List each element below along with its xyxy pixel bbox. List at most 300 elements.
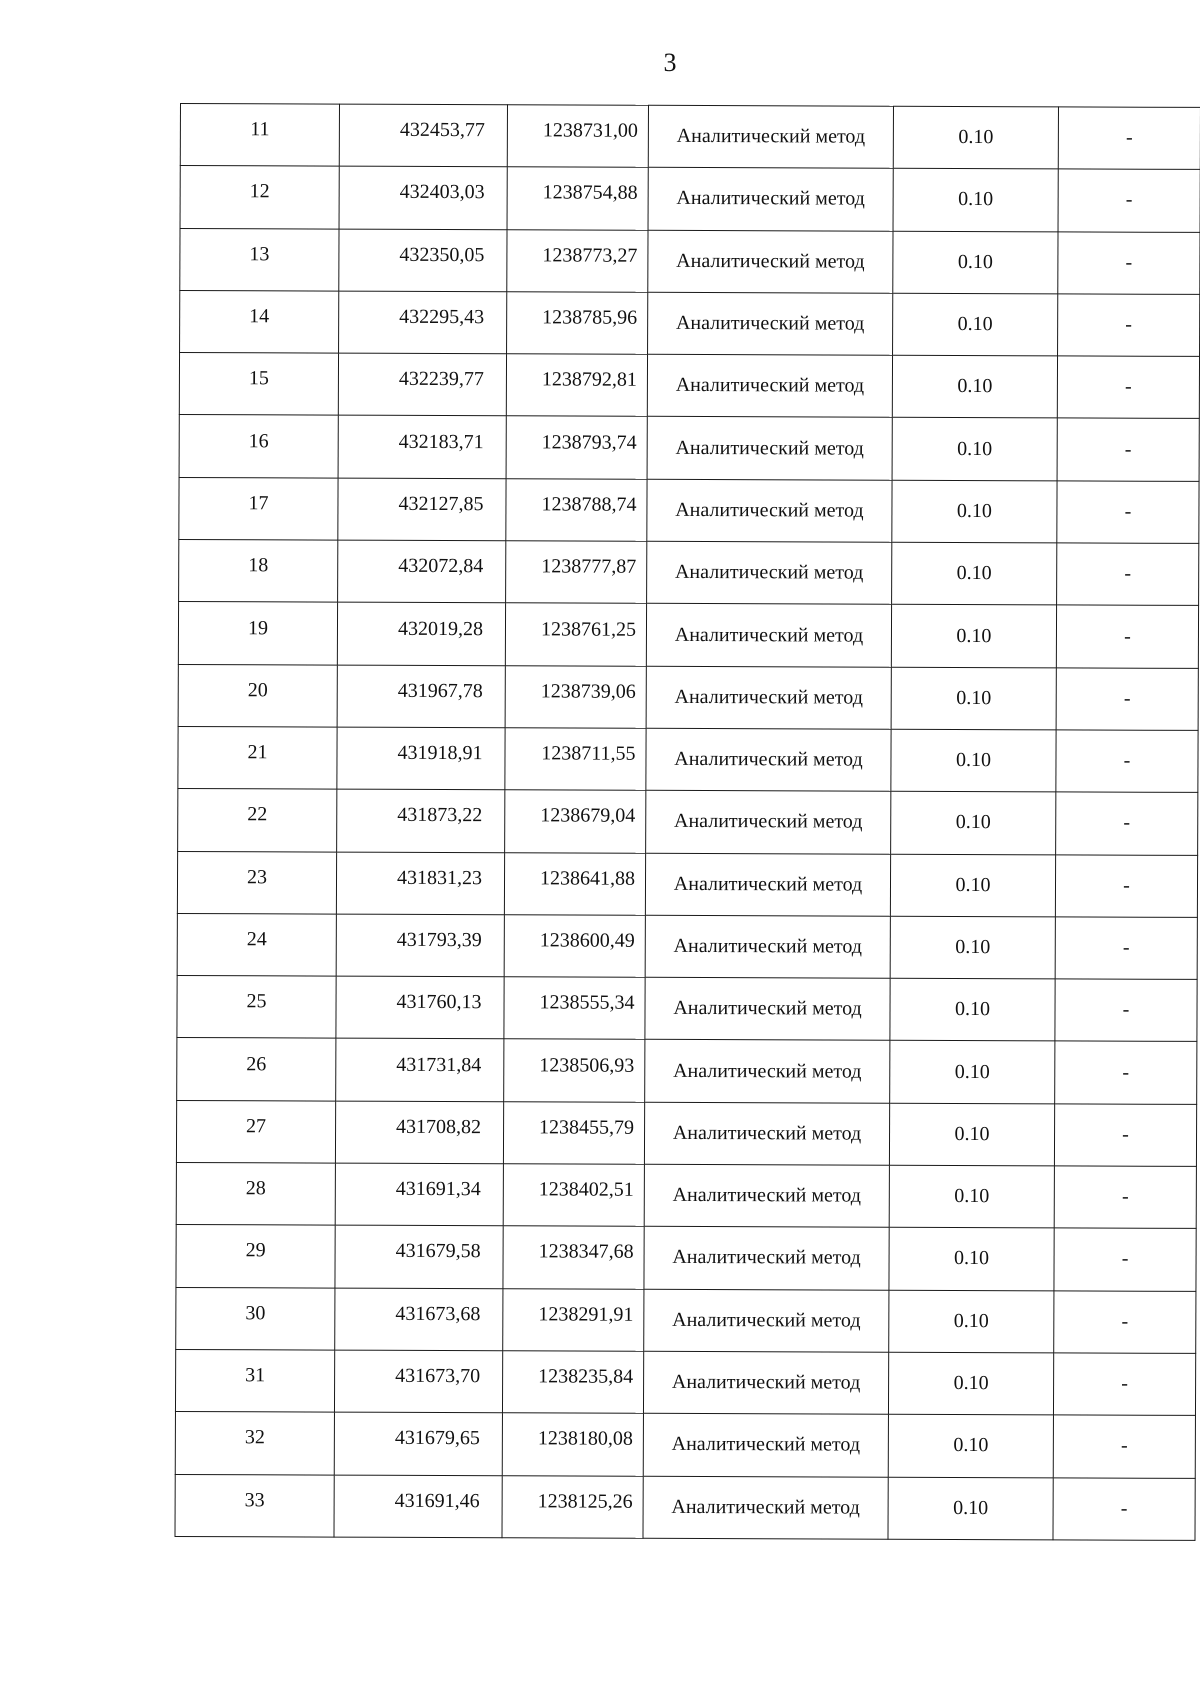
y-coordinate-text: 1238555,34 bbox=[539, 991, 635, 1015]
method-text: Аналитический метод bbox=[673, 1059, 862, 1083]
method-text: Аналитический метод bbox=[672, 1308, 861, 1332]
y-coordinate-cell bbox=[507, 292, 648, 355]
y-coordinate-cell bbox=[505, 603, 646, 666]
x-coordinate-text: 431831,23 bbox=[396, 866, 483, 889]
x-coordinate-text: 432127,85 bbox=[398, 492, 484, 516]
note-cell bbox=[1056, 792, 1198, 855]
method-text: Аналитический метод bbox=[673, 934, 862, 958]
note-cell bbox=[1055, 917, 1197, 980]
note-text: - bbox=[1125, 313, 1133, 336]
note-text: - bbox=[1121, 1372, 1128, 1395]
y-coordinate-text: 1238641,88 bbox=[539, 867, 636, 890]
method-cell bbox=[643, 1351, 888, 1414]
point-number-cell bbox=[175, 1349, 334, 1412]
method-cell bbox=[644, 1102, 889, 1165]
method-cell bbox=[646, 604, 891, 667]
point-number-text: 28 bbox=[245, 1177, 266, 1200]
method-cell bbox=[645, 1040, 890, 1103]
x-coordinate-text: 431691,34 bbox=[395, 1178, 481, 1201]
note-cell bbox=[1056, 605, 1198, 668]
point-number-cell bbox=[179, 353, 338, 416]
point-number-cell bbox=[179, 477, 338, 540]
point-number-cell bbox=[180, 290, 339, 353]
accuracy-cell bbox=[893, 231, 1058, 294]
x-coordinate-cell bbox=[338, 416, 506, 479]
x-coordinate-text: 431679,58 bbox=[395, 1240, 481, 1263]
note-cell bbox=[1057, 481, 1199, 544]
x-coordinate-cell bbox=[337, 602, 505, 665]
point-number-text: 11 bbox=[250, 118, 270, 141]
accuracy-text: 0.10 bbox=[958, 188, 994, 211]
table-row bbox=[179, 353, 1199, 419]
x-coordinate-cell bbox=[338, 353, 506, 416]
point-number-text: 13 bbox=[249, 243, 270, 266]
y-coordinate-text: 1238731,00 bbox=[542, 119, 638, 142]
y-coordinate-text: 1238788,74 bbox=[541, 493, 637, 516]
accuracy-cell bbox=[889, 1103, 1054, 1166]
accuracy-cell bbox=[891, 792, 1056, 855]
x-coordinate-text: 431873,22 bbox=[397, 804, 483, 827]
y-coordinate-cell bbox=[507, 105, 648, 168]
accuracy-text: 0.10 bbox=[953, 1496, 989, 1519]
method-cell bbox=[645, 915, 890, 978]
y-coordinate-text: 1238785,96 bbox=[542, 306, 638, 329]
method-cell bbox=[648, 105, 893, 168]
note-text: - bbox=[1123, 874, 1130, 897]
point-number-cell bbox=[176, 1287, 335, 1350]
x-coordinate-text: 431760,13 bbox=[396, 991, 482, 1014]
y-coordinate-text: 1238792,81 bbox=[541, 368, 637, 392]
note-cell bbox=[1057, 356, 1199, 419]
method-cell bbox=[647, 541, 892, 604]
note-cell bbox=[1056, 668, 1198, 731]
table-row bbox=[177, 913, 1197, 979]
y-coordinate-text: 1238761,25 bbox=[540, 617, 637, 641]
x-coordinate-text: 431918,91 bbox=[397, 741, 483, 765]
x-coordinate-cell bbox=[338, 540, 506, 603]
accuracy-text: 0.10 bbox=[954, 1247, 990, 1270]
y-coordinate-text: 1238402,51 bbox=[538, 1178, 634, 1201]
accuracy-cell bbox=[892, 542, 1057, 605]
method-text: Аналитический метод bbox=[673, 872, 863, 896]
x-coordinate-cell bbox=[337, 665, 505, 728]
point-number-text: 16 bbox=[248, 429, 269, 452]
method-text: Аналитический метод bbox=[672, 1184, 862, 1207]
x-coordinate-text: 431673,68 bbox=[395, 1302, 481, 1325]
method-cell bbox=[645, 977, 890, 1040]
accuracy-cell bbox=[893, 293, 1058, 356]
table-row bbox=[176, 1163, 1196, 1229]
accuracy-cell bbox=[888, 1414, 1053, 1477]
note-text: - bbox=[1123, 687, 1131, 710]
y-coordinate-text: 1238600,49 bbox=[539, 929, 635, 952]
method-cell bbox=[644, 1227, 889, 1290]
method-cell bbox=[646, 666, 891, 729]
accuracy-cell bbox=[890, 854, 1055, 917]
table-row bbox=[176, 1100, 1196, 1166]
method-text: Аналитический метод bbox=[672, 1121, 862, 1145]
method-cell bbox=[645, 853, 890, 916]
point-number-cell bbox=[180, 104, 339, 167]
accuracy-cell bbox=[891, 605, 1056, 668]
y-coordinate-text: 1238506,93 bbox=[539, 1053, 635, 1077]
method-cell bbox=[643, 1414, 888, 1477]
table-row bbox=[179, 415, 1199, 481]
note-text: - bbox=[1124, 625, 1131, 648]
point-number-cell bbox=[178, 602, 337, 665]
x-coordinate-cell bbox=[339, 291, 507, 354]
point-number-text: 27 bbox=[246, 1115, 267, 1138]
point-number-text: 31 bbox=[245, 1364, 266, 1387]
point-number-text: 18 bbox=[248, 554, 269, 577]
accuracy-cell bbox=[889, 1290, 1054, 1353]
y-coordinate-text: 1238773,27 bbox=[542, 244, 638, 267]
point-number-cell bbox=[178, 664, 337, 727]
x-coordinate-text: 432183,71 bbox=[398, 430, 484, 453]
method-text: Аналитический метод bbox=[675, 311, 865, 335]
note-cell bbox=[1054, 1228, 1196, 1291]
table-row bbox=[175, 1349, 1195, 1415]
y-coordinate-cell bbox=[504, 1039, 645, 1102]
method-cell bbox=[646, 791, 891, 854]
y-coordinate-cell bbox=[505, 665, 646, 728]
accuracy-cell bbox=[889, 1165, 1054, 1228]
note-text: - bbox=[1122, 1123, 1129, 1146]
table-row bbox=[176, 1225, 1196, 1291]
y-coordinate-text: 1238679,04 bbox=[540, 804, 636, 828]
y-coordinate-cell bbox=[504, 915, 645, 978]
x-coordinate-cell bbox=[335, 1101, 503, 1164]
note-cell bbox=[1055, 1041, 1197, 1104]
method-text: Аналитический метод bbox=[675, 498, 864, 522]
method-text: Аналитический метод bbox=[676, 125, 866, 148]
x-coordinate-text: 432403,03 bbox=[399, 181, 485, 204]
x-coordinate-cell bbox=[338, 478, 506, 541]
accuracy-cell bbox=[888, 1352, 1053, 1415]
table-row bbox=[178, 664, 1198, 730]
point-number-cell bbox=[178, 726, 337, 789]
point-number-cell bbox=[177, 913, 336, 976]
accuracy-text: 0.10 bbox=[953, 1434, 989, 1457]
accuracy-text: 0.10 bbox=[955, 749, 992, 772]
accuracy-cell bbox=[888, 1477, 1053, 1540]
accuracy-text: 0.10 bbox=[955, 935, 991, 959]
x-coordinate-text: 431691,46 bbox=[394, 1489, 480, 1512]
point-number-cell bbox=[180, 228, 339, 291]
note-cell bbox=[1053, 1353, 1195, 1416]
point-number-cell bbox=[176, 1225, 335, 1288]
point-number-cell bbox=[179, 415, 338, 478]
y-coordinate-text: 1238291,91 bbox=[538, 1303, 634, 1326]
note-cell bbox=[1054, 1291, 1196, 1354]
accuracy-cell bbox=[892, 480, 1057, 543]
x-coordinate-cell bbox=[339, 229, 507, 292]
point-number-text: 15 bbox=[248, 367, 269, 390]
method-cell bbox=[647, 479, 892, 542]
note-cell bbox=[1055, 854, 1197, 917]
accuracy-cell bbox=[890, 978, 1055, 1041]
point-number-text: 14 bbox=[249, 305, 270, 328]
point-number-cell bbox=[177, 851, 336, 914]
y-coordinate-cell bbox=[507, 167, 648, 230]
accuracy-text: 0.10 bbox=[954, 1060, 990, 1083]
point-number-cell bbox=[178, 789, 337, 852]
coordinates-table-body bbox=[175, 104, 1200, 1541]
note-text: - bbox=[1121, 1310, 1129, 1333]
x-coordinate-cell bbox=[339, 104, 507, 167]
accuracy-text: 0.10 bbox=[953, 1372, 989, 1395]
y-coordinate-cell bbox=[503, 1102, 644, 1165]
x-coordinate-cell bbox=[335, 1163, 503, 1226]
note-text: - bbox=[1122, 998, 1130, 1021]
coordinates-table bbox=[174, 103, 1200, 1541]
note-cell bbox=[1058, 169, 1200, 232]
note-cell bbox=[1057, 418, 1199, 481]
point-number-text: 21 bbox=[247, 741, 268, 764]
note-cell bbox=[1053, 1415, 1195, 1478]
point-number-text: 22 bbox=[247, 803, 268, 826]
method-text: Аналитический метод bbox=[674, 623, 864, 647]
point-number-cell bbox=[180, 166, 339, 229]
x-coordinate-cell bbox=[336, 976, 504, 1039]
note-text: - bbox=[1125, 189, 1133, 212]
table-row bbox=[179, 540, 1199, 606]
accuracy-cell bbox=[892, 418, 1057, 481]
y-coordinate-text: 1238455,79 bbox=[539, 1116, 635, 1139]
point-number-cell bbox=[175, 1412, 334, 1475]
method-text: Аналитический метод bbox=[674, 685, 863, 709]
table-row bbox=[177, 1038, 1197, 1104]
x-coordinate-text: 431967,78 bbox=[397, 679, 483, 702]
table-row bbox=[179, 477, 1199, 543]
y-coordinate-cell bbox=[506, 479, 647, 542]
table-row bbox=[175, 1412, 1195, 1478]
method-text: Аналитический метод bbox=[672, 1246, 861, 1270]
table-row bbox=[178, 726, 1198, 792]
x-coordinate-cell bbox=[339, 166, 507, 229]
method-text: Аналитический метод bbox=[675, 374, 865, 397]
method-text: Аналитический метод bbox=[674, 748, 863, 771]
note-text: - bbox=[1121, 1185, 1129, 1208]
x-coordinate-cell bbox=[337, 727, 505, 790]
method-text: Аналитический метод bbox=[674, 561, 864, 584]
y-coordinate-cell bbox=[504, 977, 645, 1040]
method-text: Аналитический метод bbox=[673, 997, 862, 1020]
point-number-text: 17 bbox=[248, 492, 269, 515]
x-coordinate-cell bbox=[335, 1288, 503, 1351]
accuracy-text: 0.10 bbox=[953, 1309, 989, 1332]
accuracy-text: 0.10 bbox=[956, 499, 992, 523]
accuracy-text: 0.10 bbox=[957, 313, 993, 336]
x-coordinate-text: 431708,82 bbox=[396, 1115, 482, 1139]
table-row bbox=[180, 228, 1200, 294]
y-coordinate-text: 1238235,84 bbox=[538, 1365, 634, 1388]
x-coordinate-text: 431673,70 bbox=[395, 1364, 481, 1388]
method-text: Аналитический метод bbox=[676, 187, 865, 211]
accuracy-text: 0.10 bbox=[955, 811, 991, 834]
table-row bbox=[175, 1474, 1195, 1540]
accuracy-text: 0.10 bbox=[957, 375, 993, 398]
note-cell bbox=[1054, 1104, 1196, 1167]
table-row bbox=[180, 290, 1200, 356]
x-coordinate-text: 431731,84 bbox=[396, 1053, 482, 1076]
method-text: Аналитический метод bbox=[671, 1370, 861, 1394]
note-text: - bbox=[1125, 375, 1132, 398]
accuracy-cell bbox=[890, 916, 1055, 979]
y-coordinate-cell bbox=[506, 354, 647, 417]
method-cell bbox=[648, 292, 893, 355]
accuracy-cell bbox=[889, 1228, 1054, 1291]
y-coordinate-text: 1238125,26 bbox=[537, 1490, 633, 1513]
point-number-cell bbox=[176, 1100, 335, 1163]
y-coordinate-cell bbox=[505, 790, 646, 853]
accuracy-cell bbox=[892, 355, 1057, 418]
y-coordinate-cell bbox=[505, 728, 646, 791]
point-number-cell bbox=[176, 1163, 335, 1226]
x-coordinate-text: 432019,28 bbox=[397, 617, 484, 640]
note-cell bbox=[1056, 730, 1198, 793]
note-text: - bbox=[1124, 438, 1132, 461]
accuracy-cell bbox=[890, 1041, 1055, 1104]
point-number-text: 19 bbox=[247, 616, 269, 639]
accuracy-text: 0.10 bbox=[956, 686, 992, 709]
accuracy-cell bbox=[893, 169, 1058, 232]
x-coordinate-cell bbox=[336, 914, 504, 977]
note-text: - bbox=[1125, 251, 1133, 274]
table-row bbox=[176, 1287, 1196, 1353]
x-coordinate-text: 432453,77 bbox=[399, 118, 485, 142]
point-number-text: 32 bbox=[244, 1426, 265, 1449]
note-text: - bbox=[1122, 936, 1130, 959]
note-text: - bbox=[1123, 812, 1131, 835]
x-coordinate-cell bbox=[336, 852, 504, 915]
note-text: - bbox=[1125, 126, 1133, 149]
point-number-text: 23 bbox=[246, 865, 268, 889]
y-coordinate-cell bbox=[507, 229, 648, 292]
x-coordinate-text: 432239,77 bbox=[398, 368, 484, 391]
point-number-cell bbox=[177, 1038, 336, 1101]
y-coordinate-text: 1238711,55 bbox=[541, 742, 636, 765]
accuracy-cell bbox=[893, 106, 1058, 169]
table-row bbox=[177, 851, 1197, 917]
accuracy-text: 0.10 bbox=[955, 873, 991, 896]
method-text: Аналитический метод bbox=[674, 810, 863, 834]
note-cell bbox=[1058, 107, 1200, 170]
x-coordinate-text: 432295,43 bbox=[399, 305, 485, 329]
point-number-text: 12 bbox=[249, 180, 270, 203]
point-number-text: 30 bbox=[245, 1302, 266, 1325]
x-coordinate-text: 432350,05 bbox=[399, 243, 485, 266]
point-number-text: 25 bbox=[246, 990, 267, 1013]
table-row bbox=[178, 789, 1198, 855]
x-coordinate-cell bbox=[336, 1039, 504, 1102]
point-number-text: 29 bbox=[245, 1239, 266, 1262]
note-text: - bbox=[1124, 500, 1132, 523]
note-cell bbox=[1058, 231, 1200, 294]
accuracy-text: 0.10 bbox=[954, 1185, 990, 1208]
method-cell bbox=[646, 728, 891, 791]
note-text: - bbox=[1120, 1497, 1128, 1520]
method-text: Аналитический метод bbox=[675, 436, 864, 460]
y-coordinate-cell bbox=[503, 1164, 644, 1227]
page-number: 3 bbox=[663, 48, 677, 77]
method-cell bbox=[648, 230, 893, 293]
method-cell bbox=[644, 1289, 889, 1352]
note-text: - bbox=[1124, 562, 1132, 585]
note-text: - bbox=[1123, 749, 1131, 772]
x-coordinate-cell bbox=[337, 789, 505, 852]
point-number-cell bbox=[177, 976, 336, 1039]
method-text: Аналитический метод bbox=[676, 249, 865, 273]
point-number-cell bbox=[179, 540, 338, 603]
accuracy-text: 0.10 bbox=[956, 624, 992, 647]
note-text: - bbox=[1120, 1434, 1128, 1458]
y-coordinate-cell bbox=[503, 1288, 644, 1351]
y-coordinate-cell bbox=[506, 541, 647, 604]
method-text: Аналитический метод bbox=[671, 1433, 861, 1456]
accuracy-text: 0.10 bbox=[954, 998, 991, 1021]
table-row bbox=[180, 166, 1200, 232]
y-coordinate-text: 1238739,06 bbox=[540, 680, 636, 703]
accuracy-text: 0.10 bbox=[956, 562, 992, 585]
y-coordinate-text: 1238347,68 bbox=[538, 1240, 634, 1264]
y-coordinate-text: 1238793,74 bbox=[541, 431, 637, 454]
accuracy-text: 0.10 bbox=[957, 437, 993, 460]
note-cell bbox=[1053, 1477, 1195, 1540]
x-coordinate-text: 431679,65 bbox=[394, 1427, 480, 1450]
table-row bbox=[177, 976, 1197, 1042]
note-cell bbox=[1055, 979, 1197, 1042]
y-coordinate-cell bbox=[503, 1226, 644, 1289]
note-cell bbox=[1058, 294, 1200, 357]
note-cell bbox=[1057, 543, 1199, 606]
accuracy-cell bbox=[891, 729, 1056, 792]
y-coordinate-cell bbox=[502, 1413, 643, 1476]
note-text: - bbox=[1121, 1248, 1129, 1271]
y-coordinate-cell bbox=[504, 852, 645, 915]
y-coordinate-cell bbox=[502, 1475, 643, 1538]
x-coordinate-text: 431793,39 bbox=[396, 928, 482, 952]
y-coordinate-text: 1238180,08 bbox=[537, 1427, 633, 1451]
method-cell bbox=[644, 1164, 889, 1227]
method-cell bbox=[648, 168, 893, 231]
point-number-text: 33 bbox=[244, 1488, 265, 1512]
accuracy-text: 0.10 bbox=[954, 1122, 990, 1146]
x-coordinate-cell bbox=[334, 1475, 502, 1538]
table-row bbox=[180, 104, 1200, 170]
note-cell bbox=[1054, 1166, 1196, 1229]
x-coordinate-cell bbox=[335, 1225, 503, 1288]
accuracy-cell bbox=[891, 667, 1056, 730]
y-coordinate-text: 1238754,88 bbox=[542, 181, 638, 205]
x-coordinate-cell bbox=[334, 1412, 502, 1475]
point-number-text: 24 bbox=[246, 928, 267, 951]
accuracy-text: 0.10 bbox=[957, 250, 993, 273]
accuracy-text: 0.10 bbox=[958, 126, 994, 149]
method-cell bbox=[643, 1476, 888, 1539]
method-cell bbox=[647, 417, 892, 480]
method-cell bbox=[647, 354, 892, 417]
x-coordinate-cell bbox=[334, 1350, 502, 1413]
y-coordinate-text: 1238777,87 bbox=[541, 555, 637, 578]
note-text: - bbox=[1122, 1061, 1130, 1084]
table-row bbox=[178, 602, 1198, 668]
y-coordinate-cell bbox=[506, 416, 647, 479]
point-number-cell bbox=[175, 1474, 334, 1537]
point-number-text: 26 bbox=[246, 1052, 267, 1075]
point-number-text: 20 bbox=[247, 679, 268, 702]
x-coordinate-text: 432072,84 bbox=[398, 555, 484, 578]
